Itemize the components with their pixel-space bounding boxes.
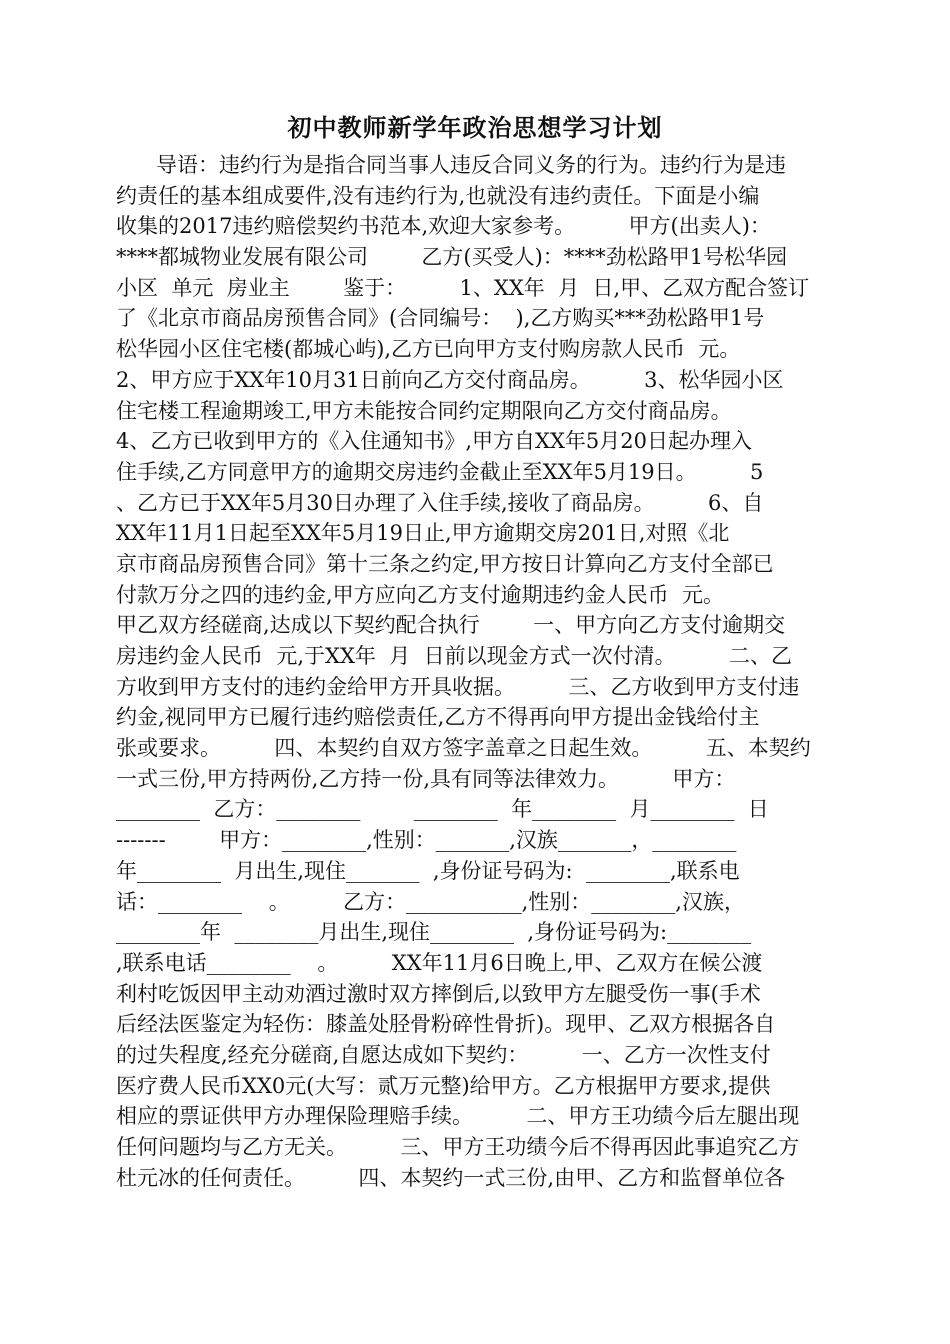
text-line: ****都城物业发展有限公司 乙方(买受人)：****劲松路甲1号松华园 <box>116 245 788 270</box>
text-line: 的过失程度,经充分磋商,自愿达成如下契约： 一、乙方一次性支付 <box>116 1042 771 1067</box>
text-line: 任何问题均与乙方无关。 三、甲方王功绩今后不得再因此事追究乙方 <box>116 1135 800 1159</box>
text-line: 医疗费人民币XX0元(大写：贰万元整)给甲方。乙方根据甲方要求,提供 <box>116 1073 771 1098</box>
text-line: ,联系电话________ 。 XX年11月6日晚上,甲、乙双方在候公渡 <box>116 950 763 975</box>
text-line: 松华园小区住宅楼(都城心屿),乙方已向甲方支付购房款人民币 元。 <box>116 337 741 362</box>
text-line: 住宅楼工程逾期竣工,甲方未能按合同约定期限向乙方交付商品房。 <box>116 398 732 423</box>
text-line: 付款万分之四的违约金,甲方应向乙方支付逾期违约金人民币 元。 <box>116 582 725 607</box>
text-line: 收集的2017违约赔偿契约书范本,欢迎大家参考。 甲方(出卖人)： <box>116 214 771 239</box>
text-line: ------- 甲方：________,性别：_______,汉族_______，________ <box>116 828 737 853</box>
text-line: 甲乙双方经磋商,达成以下契约配合执行 一、甲方向乙方支付逾期交 <box>116 613 786 638</box>
document-title: 初中教师新学年政治思想学习计划 <box>287 113 663 142</box>
text-line: 2、甲方应于XX年10月31日前向乙方交付商品房。 3、松华园小区 <box>116 367 784 392</box>
text-line: 约金,视同甲方已履行违约赔偿责任,乙方不得再向甲方提出金钱给付主 <box>116 705 760 730</box>
text-line: XX年11月1日起至XX年5月19日止,甲方逾期交房201日,对照《北 <box>116 521 730 546</box>
text-line: 小区 单元 房业主 鉴于： 1、XX年 月 日,甲、乙双方配合签订 <box>116 275 810 300</box>
text-line: ________ 乙方：________ ________ 年________ 月________ 日 <box>116 797 769 822</box>
text-line: 4、乙方已收到甲方的《入住通知书》,甲方自XX年5月20日起办理入 <box>116 429 753 454</box>
text-line: 相应的票证供甲方办理保险理赔手续。 二、甲方王功绩今后左腿出现 <box>116 1104 800 1129</box>
text-line: 一式三份,甲方持两份,乙方持一份,具有同等法律效力。 甲方： <box>116 766 736 791</box>
text-line: 导语：违约行为是指合同当事人违反合同义务的行为。违约行为是违 <box>116 153 787 177</box>
text-line: 后经法医鉴定为轻伤：膝盖处胫骨粉碎性骨折)。现甲、乙双方根据各自 <box>116 1012 776 1037</box>
text-line: 了《北京市商品房预售合同》(合同编号： ),乙方购买***劲松路甲1号 <box>116 306 765 331</box>
text-line: 话：________ 。 乙方：___________,性别：________,汉族， <box>116 889 745 914</box>
text-line: 方收到甲方支付的违约金给甲方开具收据。 三、乙方收到甲方支付违 <box>116 674 800 699</box>
text-line: 约责任的基本组成要件,没有违约行为,也就没有违约责任。下面是小编 <box>116 183 760 208</box>
text-line: ________年 ________月出生,现住________ ,身份证号码为:________ <box>116 920 752 945</box>
text-line: 年________ 月出生,现住_______ ,身份证号码为: ________,联系电 <box>116 858 740 883</box>
text-line: 住手续,乙方同意甲方的逾期交房违约金截止至XX年5月19日。 5 <box>116 459 764 484</box>
document-body <box>116 150 836 1193</box>
text-line: 房违约金人民币 元,于XX年 月 日前以现金方式一次付清。 二、乙 <box>116 644 793 668</box>
text-line: 杜元冰的任何责任。 四、本契约一式三份,由甲、乙方和监督单位各 <box>116 1165 786 1190</box>
text-line: 张或要求。 四、本契约自双方签字盖章之日起生效。 五、本契约 <box>116 736 811 761</box>
text-line: 利村吃饭因甲主动劝酒过激时双方摔倒后,以致甲方左腿受伤一事(手术 <box>116 981 761 1006</box>
text-line: 京市商品房预售合同》第十三条之约定,甲方按日计算向乙方支付全部已 <box>116 551 774 576</box>
text-line: 、乙方已于XX年5月30日办理了入住手续,接收了商品房。 6、自 <box>116 490 764 515</box>
